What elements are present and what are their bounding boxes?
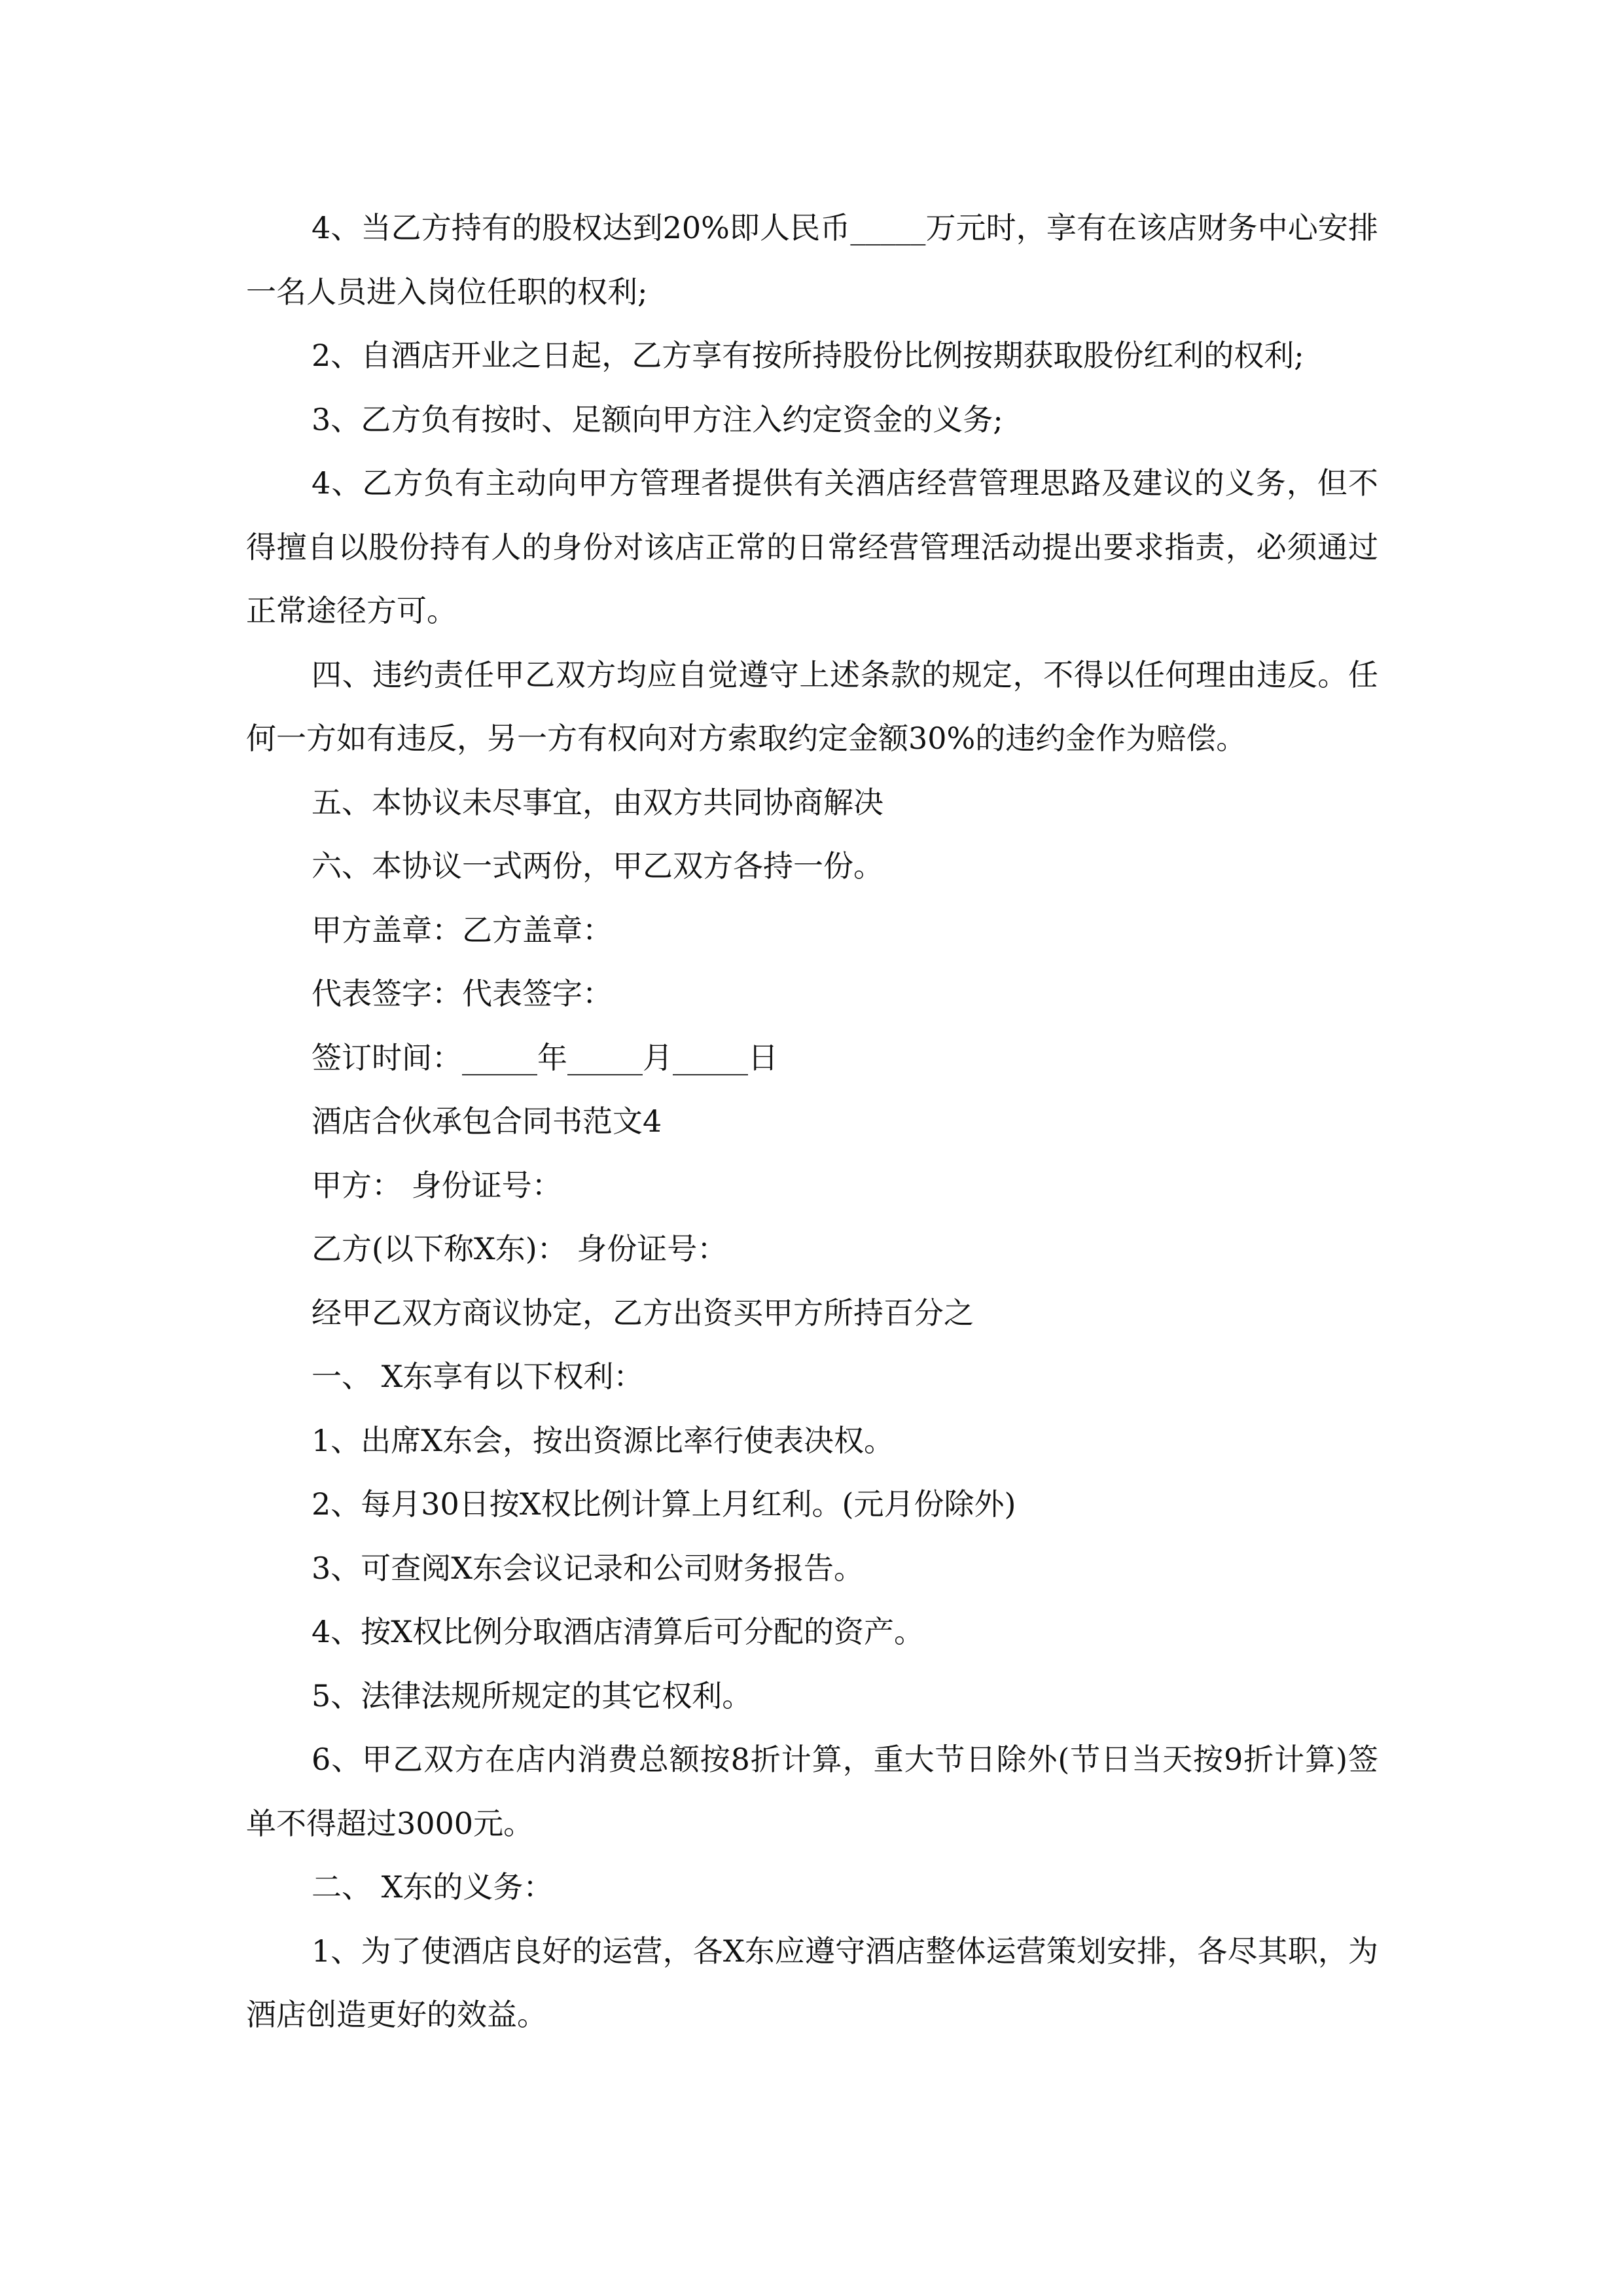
paragraph-advice-duty: 4、乙方负有主动向甲方管理者提供有关酒店经营管理思路及建议的义务，但不得擅自以股份持有人的身份对该店正常的日常经营管理活动提出要求指责，必须通过正常途径方可。 (246, 465, 1378, 628)
paragraph-signatures: 代表签字：代表签字： (312, 976, 613, 1011)
heading-rights: 一、 X东享有以下权利： (312, 1359, 644, 1394)
list-item-right-4: 4、按X权比例分取酒店清算后可分配的资产。 (312, 1614, 925, 1649)
paragraph-breach-liability: 四、违约责任甲乙双方均应自觉遵守上述条款的规定，不得以任何理由违反。任何一方如有违反，另一方有权向对方索取约定金额30%的违约金作为赔偿。 (246, 656, 1378, 756)
list-item-obligation-1: 1、为了使酒店良好的运营，各X东应遵守酒店整体运营策划安排，各尽其职，为酒店创造更好的效益。 (246, 1933, 1378, 2032)
paragraph-sign-date: 签订时间：_____年_____月_____日 (312, 1039, 778, 1075)
paragraph-party-a: 甲方： 身份证号： (312, 1167, 562, 1203)
paragraph-copies: 六、本协议一式两份，甲乙双方各持一份。 (312, 848, 883, 884)
list-item-right-6: 6、甲乙双方在店内消费总额按8折计算，重大节日除外(节日当天按9折计算)签单不得超过3000元。 (246, 1742, 1378, 1841)
list-item-right-5: 5、法律法规所规定的其它权利。 (312, 1677, 753, 1713)
list-item-right-3: 3、可查阅X东会议记录和公司财务报告。 (312, 1550, 865, 1586)
paragraph-seals: 甲方盖章：乙方盖章： (312, 912, 613, 948)
paragraph-agreement-intro: 经甲乙双方商议协定，乙方出资买甲方所持百分之 (312, 1295, 974, 1331)
paragraph-unresolved-matters: 五、本协议未尽事宜，由双方共同协商解决 (312, 784, 883, 820)
list-item-right-1: 1、出席X东会，按出资源比率行使表决权。 (312, 1422, 895, 1458)
paragraph-dividend-right: 2、自酒店开业之日起，乙方享有按所持股份比例按期获取股份红利的权利; (312, 338, 1304, 373)
paragraph-capital-duty: 3、乙方负有按时、足额向甲方注入约定资金的义务; (312, 401, 1003, 437)
section-title: 酒店合伙承包合同书范文4 (312, 1103, 662, 1139)
paragraph-party-b: 乙方(以下称X东)： 身份证号： (312, 1231, 728, 1266)
heading-obligations: 二、 X东的义务： (312, 1869, 554, 1905)
document-body (246, 196, 1378, 2047)
paragraph-equity-20-percent: 4、当乙方持有的股权达到20%即人民币_____万元时，享有在该店财务中心安排一名人员进入岗位任职的权利; (246, 210, 1378, 310)
list-item-right-2: 2、每月30日按X权比例计算上月红利。(元月份除外) (312, 1486, 1016, 1522)
